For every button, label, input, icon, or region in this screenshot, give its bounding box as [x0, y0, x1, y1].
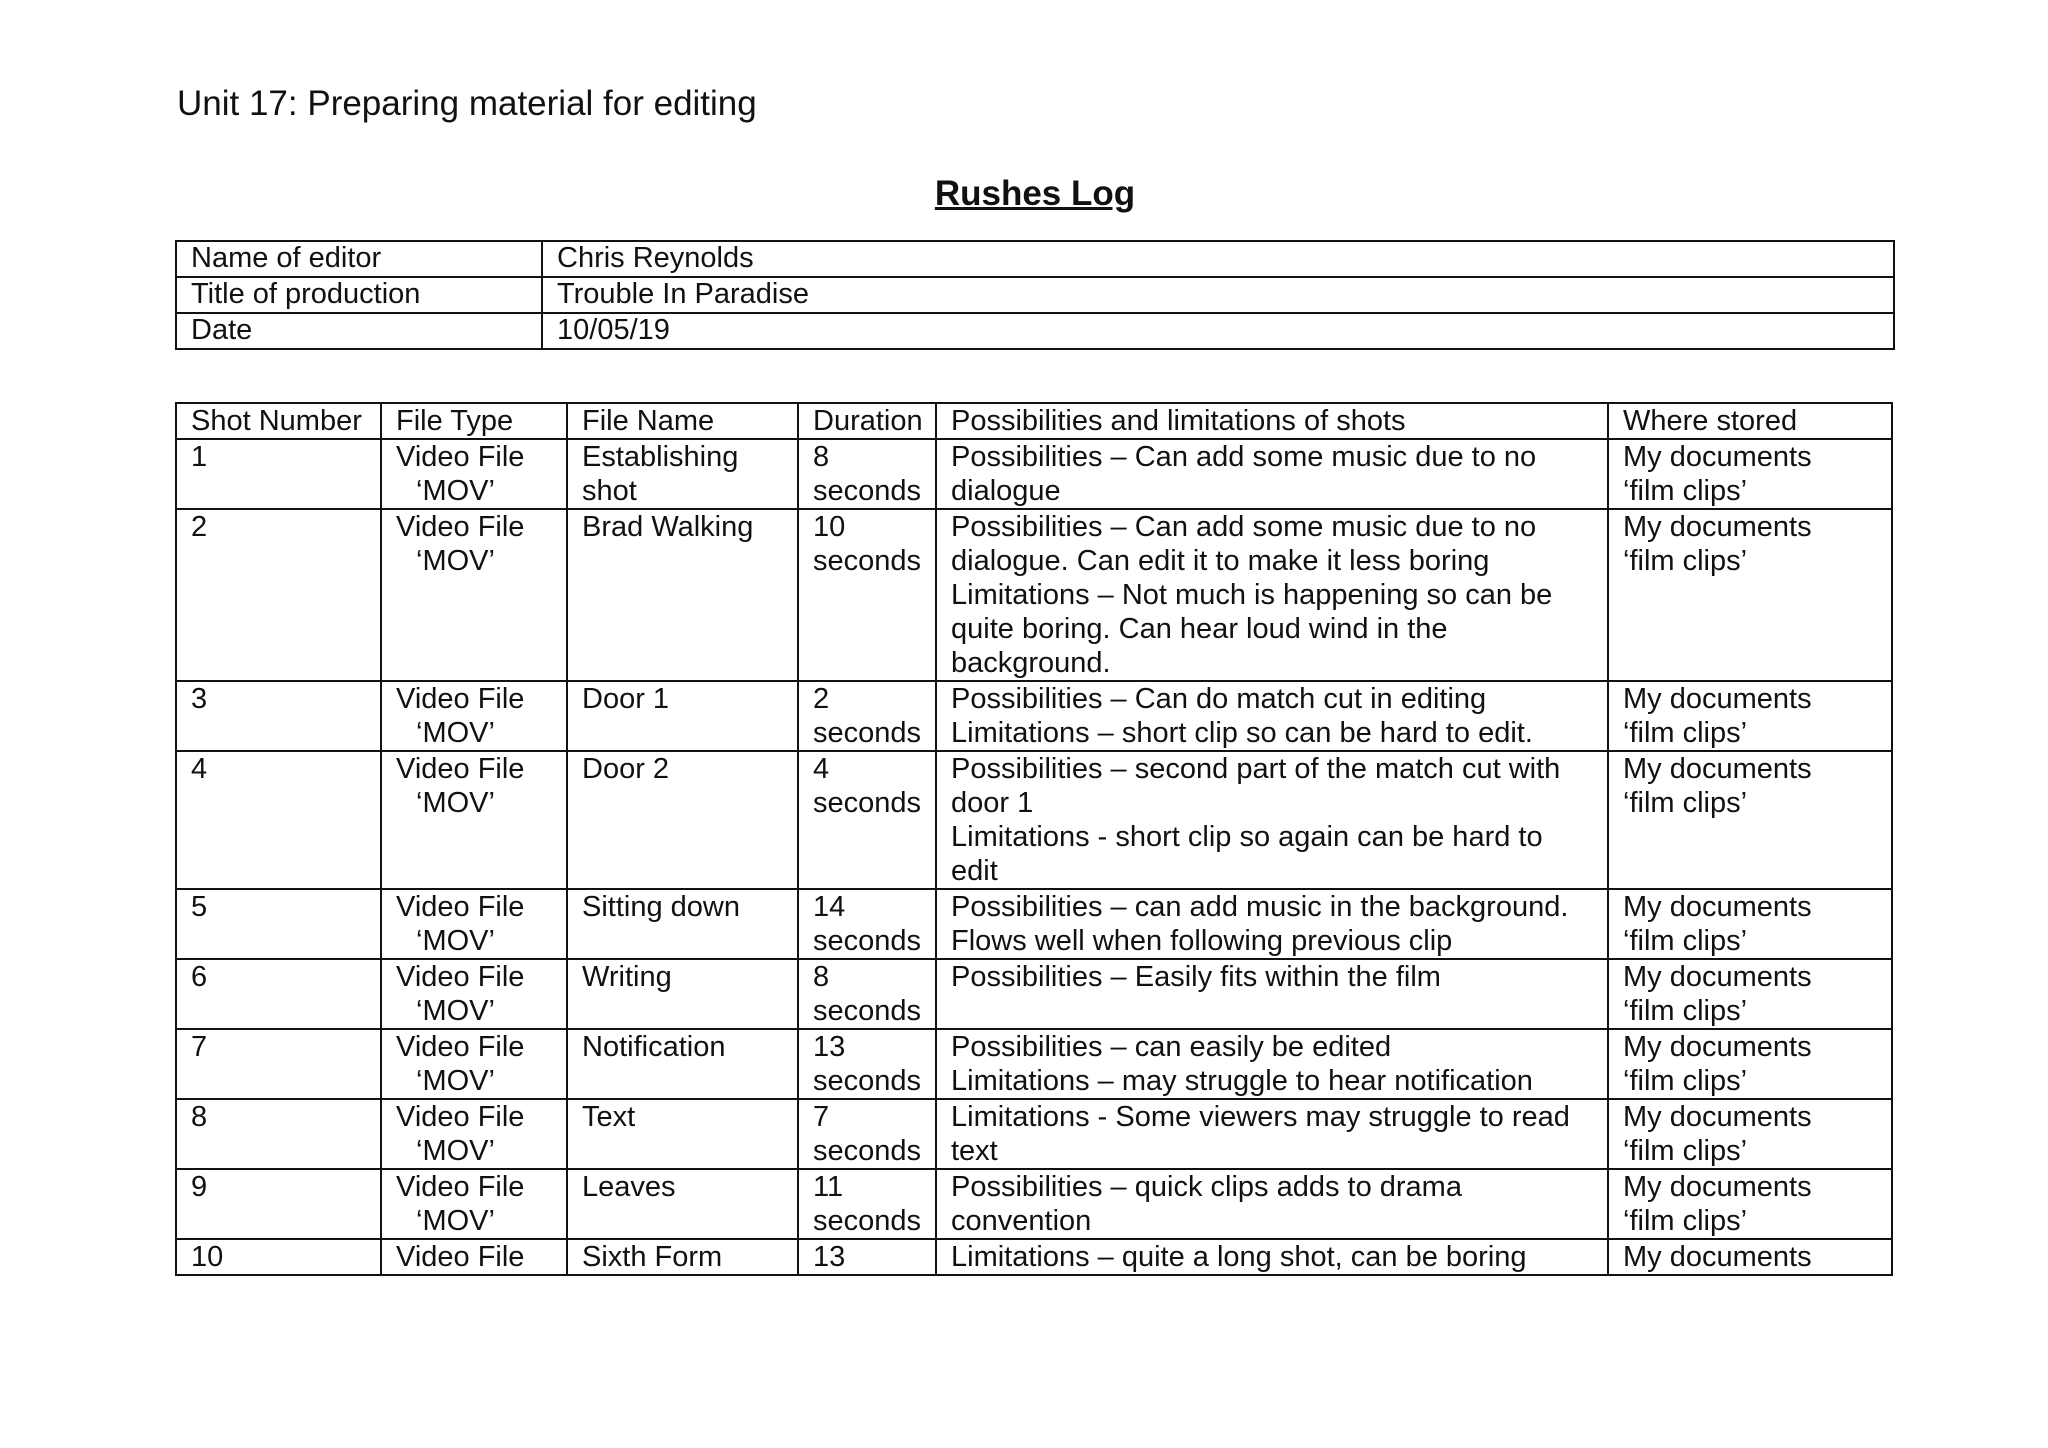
notes-cell	[936, 889, 1608, 959]
cell-line: seconds	[813, 1135, 922, 1167]
duration-cell	[798, 1099, 936, 1169]
shot-number-cell	[176, 439, 381, 509]
notes-cell	[936, 681, 1608, 751]
cell-line: 6	[191, 961, 208, 993]
production-value: Trouble In Paradise	[542, 277, 1894, 313]
cell-line: Video File	[396, 961, 525, 993]
production-label: Title of production	[176, 277, 542, 313]
notes-cell	[936, 509, 1608, 681]
duration-cell	[798, 681, 936, 751]
cell-line: 8	[813, 441, 830, 473]
cell-line: seconds	[813, 1205, 922, 1237]
cell-line: text	[951, 1135, 998, 1167]
cell-line: 8	[813, 961, 830, 993]
cell-line: 2	[813, 683, 830, 715]
cell-line: Limitations – short clip so can be hard to edit.	[951, 717, 1533, 749]
cell-line: 9	[191, 1171, 208, 1203]
cell-line: My documents	[1623, 441, 1812, 473]
cell-line: Video File	[396, 753, 525, 785]
cell-line: ‘film clips’	[1623, 545, 1748, 577]
cell-line: dialogue. Can edit it to make it less boring	[951, 545, 1490, 577]
where-stored-cell	[1608, 681, 1892, 751]
cell-line: 3	[191, 683, 208, 715]
file-type-cell	[381, 1029, 567, 1099]
table-row	[176, 889, 1892, 959]
rushes-log-table	[175, 402, 1893, 1276]
cell-line: 7	[191, 1031, 208, 1063]
where-stored-cell	[1608, 959, 1892, 1029]
cell-line: 7	[813, 1101, 830, 1133]
shot-number-cell	[176, 751, 381, 889]
cell-line: Possibilities – quick clips adds to drama	[951, 1171, 1462, 1203]
cell-line: My documents	[1623, 1171, 1812, 1203]
cell-line: Limitations – quite a long shot, can be boring	[951, 1241, 1527, 1273]
cell-line: ‘film clips’	[1623, 995, 1748, 1027]
cell-line: ‘MOV’	[416, 717, 495, 749]
table-row	[176, 959, 1892, 1029]
cell-line: Limitations - short clip so again can be hard to	[951, 821, 1543, 853]
duration-cell	[798, 439, 936, 509]
document-title: Rushes Log	[934, 174, 1136, 213]
cell-line: seconds	[813, 1065, 922, 1097]
table-row	[176, 1239, 1892, 1275]
cell-line: shot	[582, 475, 637, 507]
table-row	[176, 751, 1892, 889]
editor-label: Name of editor	[176, 241, 542, 277]
file-type-cell	[381, 1099, 567, 1169]
file-type-cell	[381, 751, 567, 889]
duration-cell	[798, 889, 936, 959]
cell-line: Door 1	[582, 683, 670, 715]
cell-line: Leaves	[582, 1171, 676, 1203]
header-file-type: File Type	[381, 403, 567, 439]
cell-line: 13	[813, 1031, 846, 1063]
date-row	[176, 313, 1894, 349]
cell-line: 14	[813, 891, 846, 923]
notes-cell	[936, 439, 1608, 509]
cell-line: Possibilities – second part of the match cut with	[951, 753, 1561, 785]
cell-line: Possibilities – can easily be edited	[951, 1031, 1392, 1063]
header-where-stored: Where stored	[1608, 403, 1892, 439]
cell-line: Writing	[582, 961, 672, 993]
duration-cell	[798, 509, 936, 681]
shot-number-cell	[176, 1239, 381, 1275]
cell-line: 1	[191, 441, 208, 473]
cell-line: background.	[951, 647, 1111, 679]
file-type-cell	[381, 509, 567, 681]
cell-line: My documents	[1623, 683, 1812, 715]
file-type-cell	[381, 1169, 567, 1239]
notes-cell	[936, 959, 1608, 1029]
cell-line: ‘MOV’	[416, 995, 495, 1027]
cell-line: ‘MOV’	[416, 1065, 495, 1097]
cell-line: ‘MOV’	[416, 1205, 495, 1237]
cell-line: Video File	[396, 891, 525, 923]
cell-line: Video File	[396, 683, 525, 715]
file-type-cell	[381, 959, 567, 1029]
cell-line: 11	[813, 1171, 844, 1203]
cell-line: seconds	[813, 717, 922, 749]
cell-line: ‘MOV’	[416, 475, 495, 507]
cell-line: ‘MOV’	[416, 787, 495, 819]
cell-line: ‘MOV’	[416, 1135, 495, 1167]
cell-line: Establishing	[582, 441, 739, 473]
table-row	[176, 681, 1892, 751]
file-name-cell	[567, 509, 798, 681]
cell-line: Possibilities – can add music in the background.	[951, 891, 1569, 923]
date-label: Date	[176, 313, 542, 349]
file-type-cell	[381, 439, 567, 509]
cell-line: Flows well when following previous clip	[951, 925, 1453, 957]
where-stored-cell	[1608, 751, 1892, 889]
log-header-row	[176, 403, 1892, 439]
file-type-cell	[381, 681, 567, 751]
cell-line: door 1	[951, 787, 1034, 819]
editor-row	[176, 241, 1894, 277]
cell-line: Limitations - Some viewers may struggle to read	[951, 1101, 1570, 1133]
cell-line: 2	[191, 511, 208, 543]
date-value: 10/05/19	[542, 313, 1894, 349]
cell-line: Brad Walking	[582, 511, 754, 543]
where-stored-cell	[1608, 1029, 1892, 1099]
cell-line: Possibilities – Can add some music due to no	[951, 511, 1537, 543]
cell-line: Notification	[582, 1031, 726, 1063]
cell-line: Sixth Form	[582, 1241, 723, 1273]
file-type-cell	[381, 1239, 567, 1275]
duration-cell	[798, 1239, 936, 1275]
where-stored-cell	[1608, 1239, 1892, 1275]
cell-line: 8	[191, 1101, 208, 1133]
cell-line: ‘film clips’	[1623, 475, 1748, 507]
cell-line: Possibilities – Easily fits within the film	[951, 961, 1441, 993]
shot-number-cell	[176, 1169, 381, 1239]
cell-line: 5	[191, 891, 208, 923]
notes-cell	[936, 1099, 1608, 1169]
cell-line: Video File	[396, 441, 525, 473]
cell-line: ‘film clips’	[1623, 1205, 1748, 1237]
where-stored-cell	[1608, 1099, 1892, 1169]
cell-line: Door 2	[582, 753, 670, 785]
cell-line: seconds	[813, 925, 922, 957]
shot-number-cell	[176, 509, 381, 681]
duration-cell	[798, 751, 936, 889]
table-row	[176, 439, 1892, 509]
file-name-cell	[567, 439, 798, 509]
shot-number-cell	[176, 959, 381, 1029]
unit-heading: Unit 17: Preparing material for editing	[177, 84, 757, 123]
where-stored-cell	[1608, 1169, 1892, 1239]
cell-line: ‘film clips’	[1623, 1065, 1748, 1097]
cell-line: Video File	[396, 1241, 525, 1273]
header-shot-number: Shot Number	[176, 403, 381, 439]
table-row	[176, 1029, 1892, 1099]
file-name-cell	[567, 1029, 798, 1099]
file-name-cell	[567, 751, 798, 889]
file-name-cell	[567, 681, 798, 751]
cell-line: seconds	[813, 475, 922, 507]
cell-line: My documents	[1623, 891, 1812, 923]
cell-line: Sitting down	[582, 891, 740, 923]
cell-line: Limitations – may struggle to hear notification	[951, 1065, 1533, 1097]
cell-line: ‘film clips’	[1623, 925, 1748, 957]
cell-line: 10	[813, 511, 846, 543]
cell-line: dialogue	[951, 475, 1061, 507]
cell-line: My documents	[1623, 961, 1812, 993]
shot-number-cell	[176, 889, 381, 959]
table-row	[176, 1169, 1892, 1239]
header-duration: Duration	[798, 403, 936, 439]
cell-line: Video File	[396, 511, 525, 543]
file-name-cell	[567, 889, 798, 959]
cell-line: 4	[191, 753, 208, 785]
where-stored-cell	[1608, 439, 1892, 509]
cell-line: My documents	[1623, 1031, 1812, 1063]
header-notes: Possibilities and limitations of shots	[936, 403, 1608, 439]
cell-line: ‘MOV’	[416, 925, 495, 957]
notes-cell	[936, 1239, 1608, 1275]
where-stored-cell	[1608, 509, 1892, 681]
cell-line: ‘MOV’	[416, 545, 495, 577]
editor-value: Chris Reynolds	[542, 241, 1894, 277]
cell-line: edit	[951, 855, 998, 887]
cell-line: seconds	[813, 787, 922, 819]
file-name-cell	[567, 959, 798, 1029]
cell-line: Video File	[396, 1101, 525, 1133]
file-name-cell	[567, 1239, 798, 1275]
cell-line: My documents	[1623, 753, 1812, 785]
cell-line: My documents	[1623, 1241, 1812, 1273]
duration-cell	[798, 1169, 936, 1239]
cell-line: My documents	[1623, 511, 1812, 543]
cell-line: 10	[191, 1241, 224, 1273]
cell-line: 13	[813, 1241, 846, 1273]
file-name-cell	[567, 1099, 798, 1169]
cell-line: Video File	[396, 1171, 525, 1203]
shot-number-cell	[176, 681, 381, 751]
header-file-name: File Name	[567, 403, 798, 439]
file-type-cell	[381, 889, 567, 959]
notes-cell	[936, 1169, 1608, 1239]
file-name-cell	[567, 1169, 798, 1239]
where-stored-cell	[1608, 889, 1892, 959]
cell-line: Possibilities – Can add some music due to no	[951, 441, 1537, 473]
duration-cell	[798, 1029, 936, 1099]
table-row	[176, 1099, 1892, 1169]
cell-line: Text	[582, 1101, 636, 1133]
log-body	[176, 439, 1892, 1275]
duration-cell	[798, 959, 936, 1029]
cell-line: convention	[951, 1205, 1092, 1237]
table-row	[176, 509, 1892, 681]
cell-line: ‘film clips’	[1623, 787, 1748, 819]
cell-line: 4	[813, 753, 830, 785]
cell-line: My documents	[1623, 1101, 1812, 1133]
cell-line: Possibilities – Can do match cut in editing	[951, 683, 1487, 715]
shot-number-cell	[176, 1099, 381, 1169]
notes-cell	[936, 1029, 1608, 1099]
cell-line: Video File	[396, 1031, 525, 1063]
cell-line: ‘film clips’	[1623, 717, 1748, 749]
production-info-table	[175, 240, 1895, 350]
cell-line: Limitations – Not much is happening so can be	[951, 579, 1553, 611]
cell-line: seconds	[813, 545, 922, 577]
production-row	[176, 277, 1894, 313]
cell-line: quite boring. Can hear loud wind in the	[951, 613, 1448, 645]
cell-line: ‘film clips’	[1623, 1135, 1748, 1167]
cell-line: seconds	[813, 995, 922, 1027]
shot-number-cell	[176, 1029, 381, 1099]
notes-cell	[936, 751, 1608, 889]
